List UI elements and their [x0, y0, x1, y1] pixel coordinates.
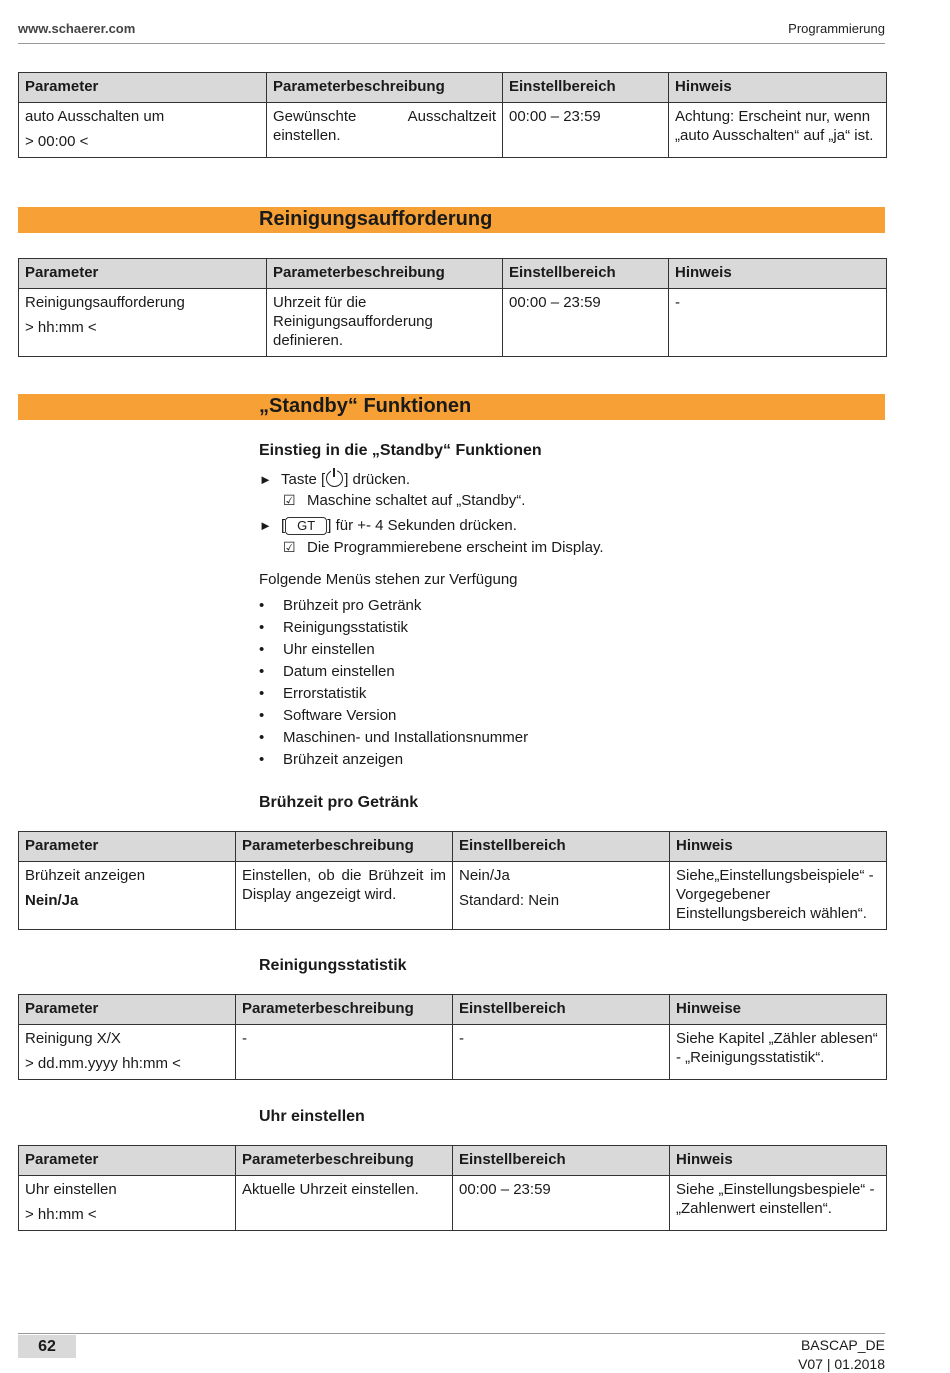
list-item: • Maschinen- und Installationsnummer — [259, 729, 528, 751]
col-header-range: Einstellbereich — [453, 832, 670, 862]
range-value: Nein/Ja — [459, 867, 510, 884]
description-cell: Uhrzeit für die Reinigungsaufforderung definieren. — [267, 289, 503, 357]
footer-divider — [18, 1333, 885, 1334]
table-header-row — [19, 259, 887, 289]
list-item: • Datum einstellen — [259, 663, 528, 685]
gt-key-icon: GT — [285, 517, 327, 535]
param-value: > hh:mm < — [25, 1206, 97, 1223]
description-cell: Aktuelle Uhrzeit einstellen. — [236, 1176, 453, 1231]
section-header-standby — [18, 394, 885, 420]
range-cell: 00:00 – 23:59 — [503, 103, 669, 158]
param-cell — [19, 289, 267, 357]
table-header-row — [19, 832, 887, 862]
table-row — [19, 862, 887, 930]
hint-cell: Siehe Kapitel „Zähler ablesen“ - „Reinigungsstatistik“. — [670, 1025, 887, 1080]
param-cell — [19, 1025, 236, 1080]
arrow-icon: ► — [259, 518, 272, 533]
col-header-parameter: Parameter — [19, 995, 236, 1025]
instruction-result-2 — [283, 539, 604, 556]
checkbox-icon: ☑ — [283, 539, 296, 555]
col-header-hint: Hinweis — [669, 259, 887, 289]
clock-heading: Uhr einstellen — [259, 1108, 365, 1125]
param-name: Reinigungsaufforderung — [25, 294, 185, 311]
brew-time-table — [18, 831, 887, 930]
section-title: Reinigungsaufforderung — [259, 208, 493, 230]
table-row — [19, 289, 887, 357]
range-default: Standard: Nein — [459, 892, 560, 909]
section-header-cleaning — [18, 207, 885, 233]
section-title: „Standby“ Funktionen — [259, 395, 472, 417]
col-header-description: Parameterbeschreibung — [236, 832, 453, 862]
step-text-prefix: Taste [ — [281, 471, 326, 488]
list-item: • Brühzeit anzeigen — [259, 751, 528, 773]
table-row — [19, 103, 887, 158]
param-name: Reinigung X/X — [25, 1030, 121, 1047]
menu-list — [259, 597, 528, 773]
result-text: Maschine schaltet auf „Standby“. — [307, 492, 526, 509]
range-cell: - — [453, 1025, 670, 1080]
step-text-suffix: ] für +- 4 Sekunden drücken. — [327, 517, 517, 534]
param-value: > dd.mm.yyyy hh:mm < — [25, 1055, 181, 1072]
website-url[interactable]: www.schaerer.com — [18, 21, 136, 36]
hint-cell: Siehe „Einstellungsbespiele“ - „Zahlenwert einstellen“. — [670, 1176, 887, 1231]
param-value: Nein/Ja — [25, 892, 79, 909]
param-cell — [19, 1176, 236, 1231]
col-header-parameter: Parameter — [19, 1146, 236, 1176]
cleaning-stats-table — [18, 994, 887, 1080]
description-cell: Einstellen, ob die Brühzeit im Display angezeigt wird. — [236, 862, 453, 930]
param-cell — [19, 103, 267, 158]
hint-cell: Achtung: Erscheint nur, wenn „auto Ausschalten“ auf „ja“ ist. — [669, 103, 887, 158]
range-cell: 00:00 – 23:59 — [503, 289, 669, 357]
list-item: • Uhr einstellen — [259, 641, 528, 663]
col-header-parameter: Parameter — [19, 259, 267, 289]
result-text: Die Programmierebene erscheint im Display. — [307, 539, 604, 556]
document-version: V07 | 01.2018 — [798, 1356, 885, 1372]
cleaning-stats-heading: Reinigungsstatistik — [259, 957, 407, 974]
table-row — [19, 1176, 887, 1231]
instruction-step-1 — [259, 470, 410, 488]
range-cell: 00:00 – 23:59 — [453, 1176, 670, 1231]
step-text-suffix: ] drücken. — [344, 471, 411, 488]
col-header-range: Einstellbereich — [453, 995, 670, 1025]
list-item: • Errorstatistik — [259, 685, 528, 707]
instruction-result-1 — [283, 492, 525, 509]
document-name: BASCAP_DE — [800, 1337, 885, 1353]
col-header-parameter: Parameter — [19, 73, 267, 103]
col-header-hint: Hinweise — [670, 995, 887, 1025]
range-cell — [453, 862, 670, 930]
col-header-hint: Hinweis — [670, 832, 887, 862]
arrow-icon: ► — [259, 472, 272, 487]
col-header-hint: Hinweis — [670, 1146, 887, 1176]
col-header-hint: Hinweis — [669, 73, 887, 103]
power-icon — [326, 470, 343, 487]
col-header-description: Parameterbeschreibung — [236, 995, 453, 1025]
col-header-range: Einstellbereich — [503, 259, 669, 289]
list-item: • Reinigungsstatistik — [259, 619, 528, 641]
list-item: • Brühzeit pro Getränk — [259, 597, 528, 619]
list-item: • Software Version — [259, 707, 528, 729]
header-divider — [18, 43, 885, 44]
menus-intro: Folgende Menüs stehen zur Verfügung — [259, 571, 518, 588]
cleaning-request-table — [18, 258, 887, 357]
col-header-description: Parameterbeschreibung — [267, 259, 503, 289]
col-header-range: Einstellbereich — [503, 73, 669, 103]
page-number: 62 — [18, 1335, 76, 1358]
entry-heading: Einstieg in die „Standby“ Funktionen — [259, 442, 542, 459]
param-name: Brühzeit anzeigen — [25, 867, 146, 884]
hint-cell: - — [669, 289, 887, 357]
brew-time-heading: Brühzeit pro Getränk — [259, 794, 419, 811]
description-cell: Gewünschte Ausschaltzeit einstellen. — [267, 103, 503, 158]
param-value: > 00:00 < — [25, 133, 89, 150]
table-header-row — [19, 995, 887, 1025]
step-text-prefix: [ — [281, 517, 286, 534]
col-header-parameter: Parameter — [19, 832, 236, 862]
col-header-range: Einstellbereich — [453, 1146, 670, 1176]
col-header-description: Parameterbeschreibung — [267, 73, 503, 103]
param-name: auto Ausschalten um — [25, 108, 165, 125]
auto-off-table — [18, 72, 887, 158]
table-header-row — [19, 1146, 887, 1176]
col-header-description: Parameterbeschreibung — [236, 1146, 453, 1176]
param-name: Uhr einstellen — [25, 1181, 117, 1198]
checkbox-icon: ☑ — [283, 492, 296, 508]
description-cell: - — [236, 1025, 453, 1080]
clock-table — [18, 1145, 887, 1231]
hint-cell: Siehe„Einstellungsbeispiele“ - Vorgegebener Einstellungsbereich wählen“. — [670, 862, 887, 930]
param-cell — [19, 862, 236, 930]
chapter-title: Programmierung — [788, 21, 885, 36]
table-header-row — [19, 73, 887, 103]
table-row — [19, 1025, 887, 1080]
param-value: > hh:mm < — [25, 319, 97, 336]
instruction-step-2 — [259, 517, 517, 535]
